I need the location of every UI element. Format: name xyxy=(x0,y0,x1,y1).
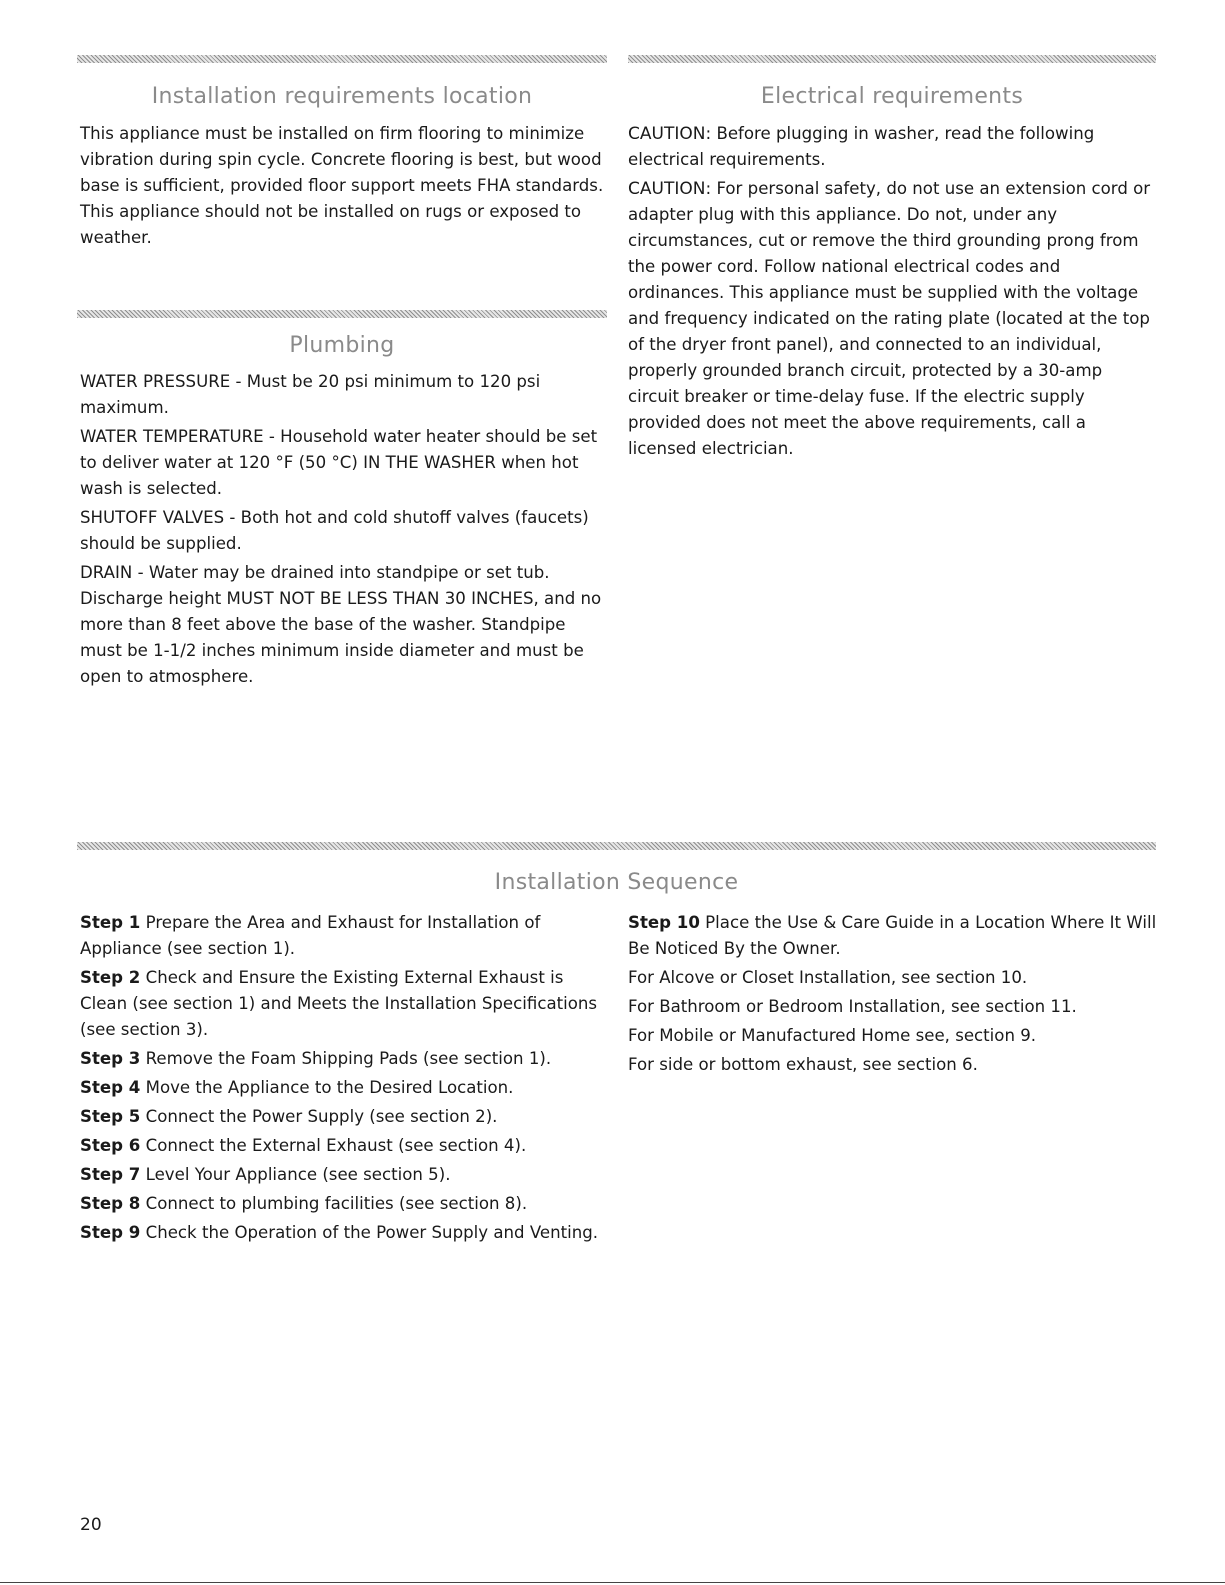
electrical-caution-1 xyxy=(628,121,1158,173)
plumbing-water-pressure: WATER PRESSURE - Must be 20 psi minimum to 120 psi maximum. xyxy=(80,372,541,417)
step-text: Move the Appliance to the Desired Location. xyxy=(145,1078,514,1097)
step-text: Connect the Power Supply (see section 2). xyxy=(145,1107,498,1126)
plumbing-drain: DRAIN - Water may be drained into standpipe or set tub. Discharge height MUST NOT BE LESS THAN 30 INCHES, and no more than 8 feet above the base of the washer. Standpipe must be 1-1/2 inches minimum inside diameter and must be open to atmosphere. xyxy=(80,563,602,686)
step-text: Place the Use & Care Guide in a Location Where It Will Be Noticed By the Owner. xyxy=(628,913,1157,958)
step-9 xyxy=(80,1220,610,1246)
step-text: Connect to plumbing facilities (see section 8). xyxy=(145,1194,528,1213)
step-label: Step 2 xyxy=(80,968,141,987)
caution-text: For personal safety, do not use an extension cord or adapter plug with this appliance. Do not, under any circumstances, cut or remove the third grounding prong from the power cord. Follow national electrical codes and ordinances. This appliance must be supplied with the voltage and frequency indicated on the rating plate (located at the top of the dryer front panel), and connected to an individual, properly grounded branch circuit, protected by a 30-amp circuit breaker or time-delay fuse. If the electric supply provided does not meet the above requirements, call a licensed electrician. xyxy=(628,179,1151,458)
step-6 xyxy=(80,1133,610,1159)
step-label: Step 1 xyxy=(80,913,141,932)
step-text: Check and Ensure the Existing External Exhaust is Clean (see section 1) and Meets the Installation Specifications (see section 3). xyxy=(80,968,598,1039)
step-text: Check the Operation of the Power Supply and Venting. xyxy=(145,1223,599,1242)
step-text: Prepare the Area and Exhaust for Installation of Appliance (see section 1). xyxy=(80,913,541,958)
step-label: Step 3 xyxy=(80,1049,141,1068)
step-label: Step 8 xyxy=(80,1194,141,1213)
heading-electrical: Electrical requirements xyxy=(760,84,1024,109)
section-divider-sequence xyxy=(77,842,1156,850)
step-label: Step 6 xyxy=(80,1136,141,1155)
step-2 xyxy=(80,965,610,1043)
step-3 xyxy=(80,1046,610,1072)
electrical-caution-2 xyxy=(628,176,1158,462)
step-label: Step 9 xyxy=(80,1223,141,1242)
step-8 xyxy=(80,1191,610,1217)
step-text: Level Your Appliance (see section 5). xyxy=(145,1165,451,1184)
page-number: 20 xyxy=(80,1515,102,1535)
heading-plumbing: Plumbing xyxy=(289,333,395,358)
step-10 xyxy=(628,910,1158,962)
step-text: Connect the External Exhaust (see section 4). xyxy=(145,1136,527,1155)
plumbing-body xyxy=(80,369,610,693)
step-label: Step 10 xyxy=(628,913,700,932)
section-divider-location xyxy=(77,55,607,63)
step-text: Remove the Foam Shipping Pads (see section 1). xyxy=(145,1049,552,1068)
step-5 xyxy=(80,1104,610,1130)
electrical-body xyxy=(628,121,1158,465)
sequence-note-bathroom: For Bathroom or Bedroom Installation, see section 11. xyxy=(628,997,1077,1016)
location-body xyxy=(80,121,610,254)
location-paragraph: This appliance must be installed on firm flooring to minimize vibration during spin cycle. Concrete flooring is best, but wood base is sufficient, provided floor support meets FHA standards. This appliance should not be installed on rugs or exposed to weather. xyxy=(80,124,604,247)
sequence-steps-right xyxy=(628,910,1158,1081)
step-1 xyxy=(80,910,610,962)
step-4 xyxy=(80,1075,610,1101)
sequence-note-alcove: For Alcove or Closet Installation, see section 10. xyxy=(628,968,1028,987)
plumbing-shutoff-valves: SHUTOFF VALVES - Both hot and cold shutoff valves (faucets) should be supplied. xyxy=(80,508,589,553)
sequence-steps-left xyxy=(80,910,610,1249)
step-label: Step 7 xyxy=(80,1165,141,1184)
section-divider-plumbing xyxy=(77,310,607,318)
plumbing-water-temperature: WATER TEMPERATURE - Household water heater should be set to deliver water at 120 °F (50 °C) IN THE WASHER when hot wash is selected. xyxy=(80,427,598,498)
caution-text: Before plugging in washer, read the following electrical requirements. xyxy=(628,124,1095,169)
step-7 xyxy=(80,1162,610,1188)
page-bottom-edge xyxy=(0,1582,1225,1583)
step-label: Step 5 xyxy=(80,1107,141,1126)
section-divider-electrical xyxy=(628,55,1156,63)
heading-installation-location: Installation requirements location xyxy=(151,84,533,109)
sequence-note-mobile-home: For Mobile or Manufactured Home see, section 9. xyxy=(628,1026,1037,1045)
caution-label: CAUTION: xyxy=(628,124,712,144)
heading-installation-sequence: Installation Sequence xyxy=(494,870,739,895)
caution-label: CAUTION: xyxy=(628,179,712,199)
step-label: Step 4 xyxy=(80,1078,141,1097)
sequence-note-exhaust: For side or bottom exhaust, see section 6. xyxy=(628,1055,978,1074)
